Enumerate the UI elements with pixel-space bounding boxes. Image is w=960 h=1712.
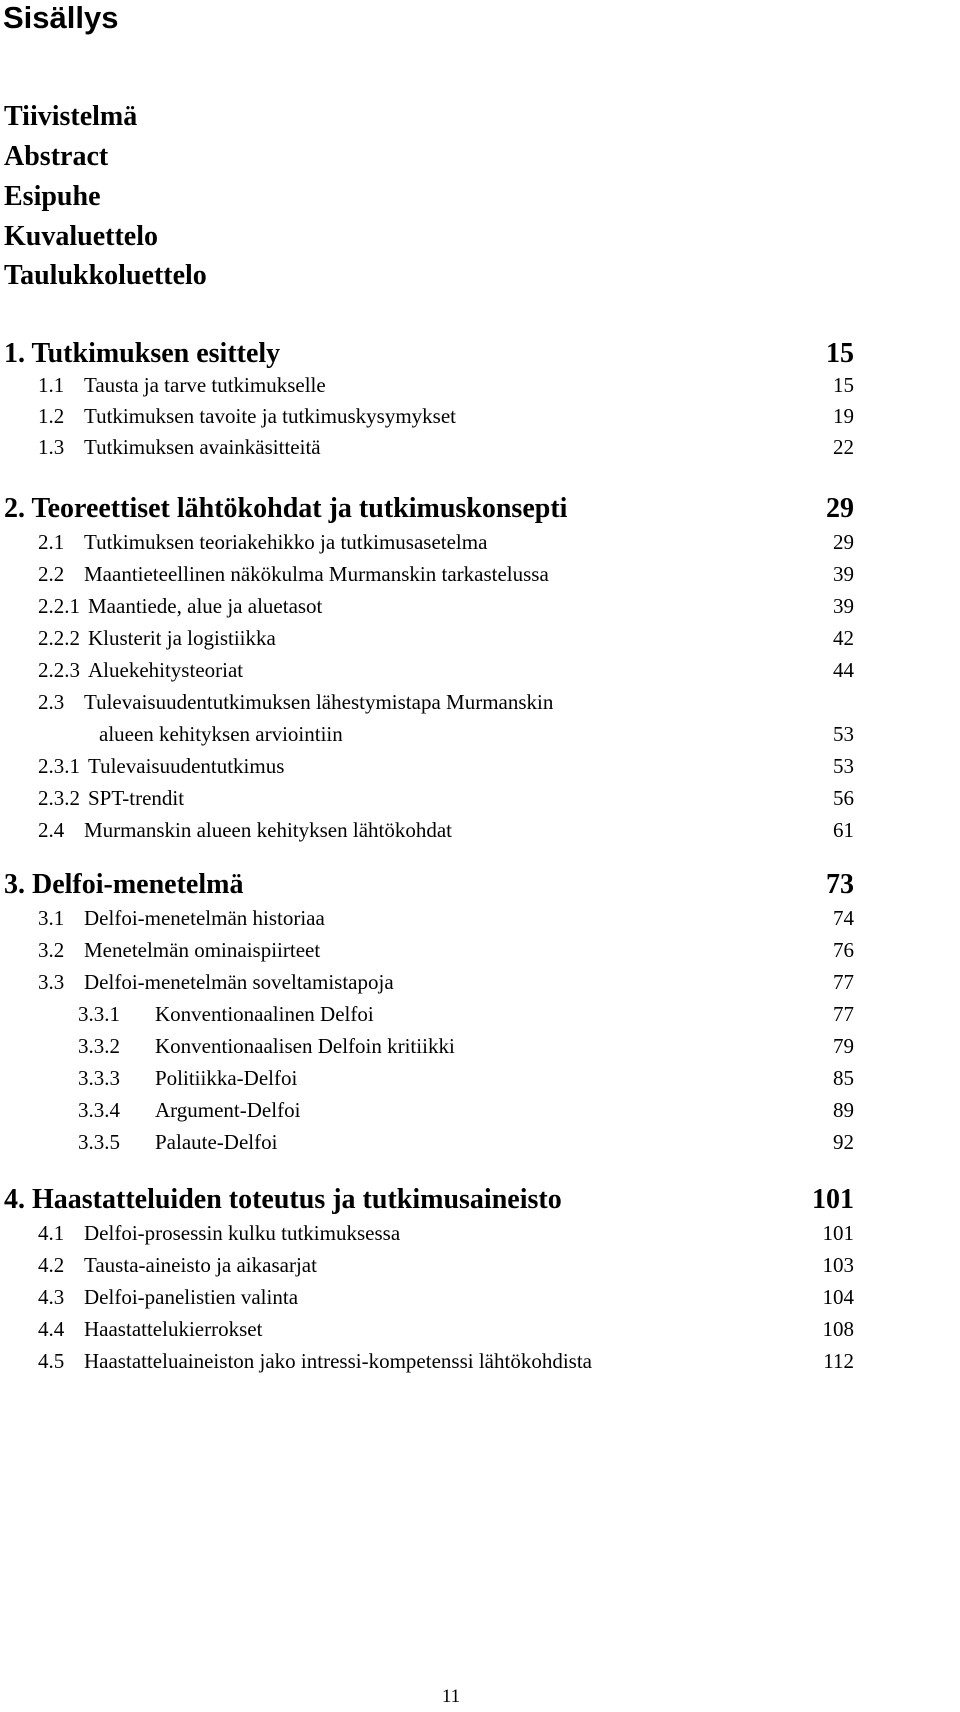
toc-entry-title: Palaute-Delfoi bbox=[155, 1130, 278, 1154]
front-matter-item: Taulukkoluettelo bbox=[4, 260, 207, 291]
toc-page-number: 74 bbox=[833, 906, 854, 930]
toc-entry-number: 2.3.2 bbox=[38, 786, 80, 810]
toc-entry-row bbox=[0, 817, 960, 851]
toc-entry-row bbox=[0, 657, 960, 691]
toc-entry-title-continuation: alueen kehityksen arviointiin bbox=[99, 722, 343, 746]
toc-entry-row bbox=[0, 403, 960, 437]
toc-page-number: 19 bbox=[833, 404, 854, 428]
toc-entry-row bbox=[0, 1001, 960, 1035]
toc-entry-title: Haastatteluaineiston jako intressi-kompetenssi lähtökohdista bbox=[84, 1349, 592, 1373]
toc-entry-title: Haastattelukierrokset bbox=[84, 1317, 263, 1341]
toc-chapter-title: 4. Haastatteluiden toteutus ja tutkimusaineisto bbox=[4, 1184, 562, 1215]
toc-page-number: 29 bbox=[826, 493, 854, 524]
toc-entry-row bbox=[0, 937, 960, 971]
toc-page-number: 15 bbox=[833, 373, 854, 397]
toc-page-number: 101 bbox=[812, 1184, 854, 1215]
toc-page-number: 56 bbox=[833, 786, 854, 810]
toc-entry-title: Delfoi-panelistien valinta bbox=[84, 1285, 299, 1309]
toc-page-number: 22 bbox=[833, 435, 854, 459]
toc-entry-row bbox=[0, 689, 960, 723]
toc-entry-title: Tutkimuksen tavoite ja tutkimuskysymykset bbox=[84, 404, 456, 428]
toc-entry-row bbox=[0, 721, 960, 755]
toc-entry-number: 4.2 bbox=[38, 1253, 65, 1277]
toc-entry-row bbox=[0, 753, 960, 787]
toc-entry-title: Klusterit ja logistiikka bbox=[88, 626, 276, 650]
toc-entry-number: 2.4 bbox=[38, 818, 65, 842]
toc-entry-title: Politiikka-Delfoi bbox=[155, 1066, 298, 1090]
toc-entry-number: 2.2.3 bbox=[38, 658, 80, 682]
toc-chapter-row bbox=[0, 493, 960, 527]
toc-page-number: 76 bbox=[833, 938, 854, 962]
toc-entry-title: Delfoi-prosessin kulku tutkimuksessa bbox=[84, 1221, 401, 1245]
page-title: Sisällys bbox=[3, 0, 119, 35]
toc-entry-title: Delfoi-menetelmän historiaa bbox=[84, 906, 325, 930]
toc-entry-row bbox=[0, 529, 960, 563]
page-number: 11 bbox=[441, 1686, 461, 1707]
toc-page-number: 92 bbox=[833, 1130, 854, 1154]
toc-entry-row bbox=[0, 1252, 960, 1286]
toc-entry-title: Maantieteellinen näkökulma Murmanskin tarkastelussa bbox=[84, 562, 549, 586]
toc-entry-number: 2.2 bbox=[38, 562, 65, 586]
toc-entry-row bbox=[0, 561, 960, 595]
toc-entry-number: 4.3 bbox=[38, 1285, 65, 1309]
toc-entry-number: 1.3 bbox=[38, 435, 65, 459]
toc-entry-row bbox=[0, 1220, 960, 1254]
toc-page-number: 39 bbox=[833, 562, 854, 586]
toc-entry-row bbox=[0, 969, 960, 1003]
toc-page-number: 79 bbox=[833, 1034, 854, 1058]
toc-page-number: 44 bbox=[833, 658, 854, 682]
toc-entry-title: Argument-Delfoi bbox=[155, 1098, 301, 1122]
toc-page-number: 39 bbox=[833, 594, 854, 618]
toc-page-number: 85 bbox=[833, 1066, 854, 1090]
toc-page-number: 53 bbox=[833, 722, 854, 746]
toc-entry-number: 2.2.1 bbox=[38, 594, 80, 618]
toc-entry-title: Menetelmän ominaispiirteet bbox=[84, 938, 321, 962]
toc-entry-number: 4.1 bbox=[38, 1221, 65, 1245]
toc-entry-number: 3.3.3 bbox=[78, 1066, 120, 1090]
toc-entry-title: Maantiede, alue ja aluetasot bbox=[88, 594, 323, 618]
toc-page-number: 112 bbox=[823, 1349, 854, 1373]
toc-entry-number: 3.2 bbox=[38, 938, 65, 962]
toc-entry-title: Murmanskin alueen kehityksen lähtökohdat bbox=[84, 818, 453, 842]
toc-chapter-row bbox=[0, 1184, 960, 1218]
toc-entry-row bbox=[0, 785, 960, 819]
toc-entry-row bbox=[0, 593, 960, 627]
toc-entry-row bbox=[0, 1316, 960, 1350]
toc-entry-number: 4.4 bbox=[38, 1317, 65, 1341]
toc-page-number: 29 bbox=[833, 530, 854, 554]
toc-entry-number: 3.3.2 bbox=[78, 1034, 120, 1058]
front-matter-item: Tiivistelmä bbox=[4, 101, 138, 132]
toc-page-number: 61 bbox=[833, 818, 854, 842]
toc-entry-title: Delfoi-menetelmän soveltamistapoja bbox=[84, 970, 394, 994]
front-matter-item: Abstract bbox=[4, 141, 109, 172]
toc-entry-title: SPT-trendit bbox=[88, 786, 185, 810]
toc-entry-number: 2.1 bbox=[38, 530, 65, 554]
toc-chapter-title: 3. Delfoi-menetelmä bbox=[4, 869, 244, 900]
front-matter-item: Esipuhe bbox=[4, 181, 101, 212]
toc-entry-title: Aluekehitysteoriat bbox=[88, 658, 244, 682]
toc-chapter-title: 1. Tutkimuksen esittely bbox=[4, 338, 281, 369]
toc-entry-number: 3.3 bbox=[38, 970, 65, 994]
toc-entry-number: 1.1 bbox=[38, 373, 65, 397]
toc-entry-number: 1.2 bbox=[38, 404, 65, 428]
toc-page-number: 103 bbox=[822, 1253, 854, 1277]
toc-entry-row bbox=[0, 434, 960, 468]
toc-page-number: 101 bbox=[822, 1221, 854, 1245]
toc-entry-title: Tutkimuksen avainkäsitteitä bbox=[84, 435, 321, 459]
toc-page-number: 15 bbox=[826, 338, 854, 369]
toc-page-number: 73 bbox=[826, 869, 854, 900]
toc-entry-title: Konventionaalinen Delfoi bbox=[155, 1002, 374, 1026]
toc-entry-number: 3.3.5 bbox=[78, 1130, 120, 1154]
toc-entry-title: Tausta ja tarve tutkimukselle bbox=[84, 373, 326, 397]
toc-entry-row bbox=[0, 1284, 960, 1318]
toc-entry-row bbox=[0, 1033, 960, 1067]
toc-entry-number: 3.1 bbox=[38, 906, 65, 930]
toc-entry-row bbox=[0, 1065, 960, 1099]
toc-entry-row bbox=[0, 625, 960, 659]
toc-entry-row bbox=[0, 905, 960, 939]
toc-entry-title: Tulevaisuudentutkimuksen lähestymistapa Murmanskin bbox=[84, 690, 554, 714]
toc-entry-row bbox=[0, 1097, 960, 1131]
toc-entry-title: Konventionaalisen Delfoin kritiikki bbox=[155, 1034, 455, 1058]
toc-page-number: 108 bbox=[822, 1317, 854, 1341]
toc-entry-number: 2.3 bbox=[38, 690, 65, 714]
toc-entry-title: Tausta-aineisto ja aikasarjat bbox=[84, 1253, 317, 1277]
toc-entry-row bbox=[0, 372, 960, 406]
toc-entry-number: 2.2.2 bbox=[38, 626, 80, 650]
toc-entry-title: Tulevaisuudentutkimus bbox=[88, 754, 285, 778]
front-matter-item: Kuvaluettelo bbox=[4, 221, 158, 252]
toc-entry-number: 3.3.1 bbox=[78, 1002, 120, 1026]
toc-entry-row bbox=[0, 1348, 960, 1382]
toc-page-number: 53 bbox=[833, 754, 854, 778]
toc-page-number: 89 bbox=[833, 1098, 854, 1122]
toc-chapter-title: 2. Teoreettiset lähtökohdat ja tutkimuskonsepti bbox=[4, 493, 568, 524]
toc-page-number: 77 bbox=[833, 970, 854, 994]
toc-entry-row bbox=[0, 1129, 960, 1163]
toc-entry-number: 3.3.4 bbox=[78, 1098, 120, 1122]
toc-page-number: 42 bbox=[833, 626, 854, 650]
toc-entry-number: 2.3.1 bbox=[38, 754, 80, 778]
toc-page-number: 77 bbox=[833, 1002, 854, 1026]
toc-entry-title: Tutkimuksen teoriakehikko ja tutkimusasetelma bbox=[84, 530, 488, 554]
toc-chapter-row bbox=[0, 869, 960, 903]
toc-page-number: 104 bbox=[822, 1285, 854, 1309]
toc-chapter-row bbox=[0, 338, 960, 372]
toc-entry-number: 4.5 bbox=[38, 1349, 65, 1373]
